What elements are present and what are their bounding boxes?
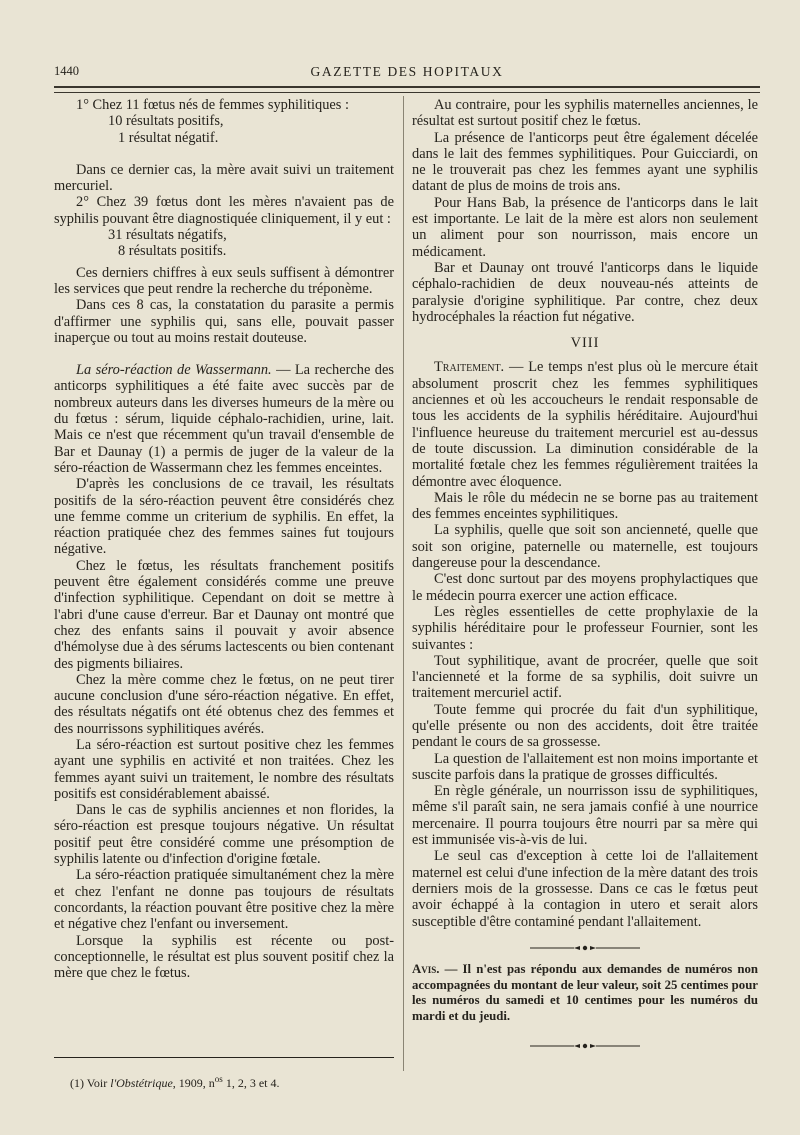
ornament-divider bbox=[412, 1038, 758, 1054]
right-column bbox=[412, 97, 758, 1060]
paragraph: La séro-réaction de Wassermann. — La recherche des anticorps syphilitiques a été faite avec succès par de nombreux auteurs dans les diverses humeurs de la mère ou du fœtus : sérum, liquide céphalo-rachidien, urine, lait. Mais ce n'est que récemment qu'un travail d'ensemble de Bar et Daunay (1) a permis de juger de la valeur de la séro-réaction de Wassermann chez les femmes enceintes. bbox=[54, 362, 394, 476]
paragraph: Le seul cas d'exception à cette loi de l'allaitement maternel est celui d'une infection de la mère datant des trois derniers mois de la grossesse. Dans ce cas le fœtus peut avoir échappé à la contagion in utero et serait alors susceptible d'être contaminé pendant l'allaitement. bbox=[412, 848, 758, 930]
paragraph: Chez la mère comme chez le fœtus, on ne peut tirer aucune conclusion d'une séro-réaction négative. En effet, des résultats négatifs ont été obtenus chez des femmes et des nourrissons syphilitiques avérés. bbox=[54, 671, 394, 737]
footnote: (1) Voir l'Obstétrique, 1909, $n^{os}$ 1, 2, 3 et 4. bbox=[70, 1074, 280, 1090]
page-header bbox=[54, 64, 760, 84]
paragraph: La syphilis, quelle que soit son ancienneté, quelle que soit son origine, paternelle ou maternelle, est toujours dangereuse pour la descendance. bbox=[412, 522, 758, 572]
ornament-icon bbox=[530, 944, 640, 952]
ornament-icon bbox=[530, 1042, 640, 1050]
list-item: 31 résultats négatifs, bbox=[108, 227, 227, 244]
paragraph: Les règles essentielles de cette prophylaxie de la syphilis héréditaire pour le professeur Fournier, sont les suivantes : bbox=[412, 603, 758, 653]
header-rule bbox=[54, 86, 760, 93]
paragraph: La séro-réaction pratiquée simultanément chez la mère et chez l'enfant ne donne pas toujours de résultats concordants, la réaction pouvant être positive chez la mère et négative chez l'enfant ou inversement. bbox=[54, 867, 394, 933]
paragraph: En règle générale, un nourrisson issu de syphilitiques, même s'il paraît sain, ne sera jamais confié à une nourrice mercenaire. Il pourra toujours être nourri par sa mère qui est immunisée vis-à-vis de lui. bbox=[412, 783, 758, 849]
paragraph: 1° Chez 11 fœtus nés de femmes syphilitiques : bbox=[76, 97, 350, 113]
paragraph: La séro-réaction est surtout positive chez les femmes ayant une syphilis en activité et non traitées. Chez les femmes ayant suivi un traitement, le nombre des résultats positifs est considérablement abaissé. bbox=[54, 736, 394, 802]
left-column bbox=[54, 97, 394, 981]
list-item: 1 résultat négatif. bbox=[118, 129, 219, 146]
paragraph: Dans ce dernier cas, la mère avait suivi un traitement mercuriel. bbox=[54, 161, 394, 195]
subsection-title: La séro-réaction de Wassermann. bbox=[76, 362, 272, 379]
journal-title: GAZETTE DES HOPITAUX bbox=[310, 64, 504, 79]
paragraph: Dans le cas de syphilis anciennes et non florides, la séro-réaction est presque toujours négative. Un résultat positif peut être considéré comme une présomption de syphilis latente ou d'infection d'origine fœtale. bbox=[54, 802, 394, 868]
list-item: 10 résultats positifs, bbox=[108, 113, 224, 130]
notice-label: Avis. bbox=[412, 962, 440, 977]
footnote-rule bbox=[54, 1057, 394, 1058]
list-item: 8 résultats positifs. bbox=[118, 243, 227, 260]
paragraph: 2° Chez 39 fœtus dont les mères n'avaient pas de syphilis pouvant être diagnostiquée cliniquement, il y eut : bbox=[54, 194, 394, 227]
paragraph: Pour Hans Bab, la présence de l'anticorps dans le lait est importante. Le lait de la mère est alors non seulement un aliment pour son nourrisson, mais encore un médicament. bbox=[412, 194, 758, 260]
paragraph: Au contraire, pour les syphilis maternelles anciennes, le résultat est surtout positif chez le fœtus. bbox=[412, 97, 758, 130]
page-number: 1440 bbox=[54, 64, 79, 78]
paragraph: Mais le rôle du médecin ne se borne pas au traitement des femmes enceintes syphilitiques. bbox=[412, 489, 758, 523]
paragraph: Traitement. — Le temps n'est plus où le mercure était absolument proscrit chez les femmes syphilitiques anciennes et où les accoucheurs le rendait responsable de tous les accidents de la syphilis héréditaire. Aujourd'hui l'influence heureuse du traitement mercuriel est au-dessus de toute discussion. La diminution considérable de la mortalité fœtale chez les femmes régulièrement traitées la démontre avec éloquence. bbox=[412, 359, 758, 490]
ornament-divider bbox=[412, 940, 758, 956]
column-divider bbox=[403, 96, 404, 1071]
paragraph: Chez le fœtus, les résultats franchement positifs peuvent être également considérés comme une preuve d'infection syphilitique. Cependant on doit se mettre à l'abri d'une cause d'erreur. Bar et Daunay ont montré que chez des enfants sains il pouvait y avoir absence d'hémolyse due à des sérums lactescents ou bien contenant des pigments biliaires. bbox=[54, 557, 394, 672]
paragraph: C'est donc surtout par des moyens prophylactiques que le médecin pourra exercer une action efficace. bbox=[412, 571, 758, 604]
paragraph: La présence de l'anticorps peut être également décelée dans le lait des femmes syphilitiques. Pour Guicciardi, on ne le trouverait pas chez les femmes ayant une syphilis datant de plus de moins de trois ans. bbox=[412, 129, 758, 195]
notice: Avis. — Il n'est pas répondu aux demandes de numéros non accompagnées du montant de leur valeur, soit 25 centimes pour les numéros du samedi et 10 centimes pour les numéros du mardi et du jeudi. bbox=[412, 962, 758, 1023]
subsection-title: Traitement. bbox=[434, 359, 505, 376]
section-heading: VIII bbox=[570, 335, 600, 352]
paragraph: Toute femme qui procrée du fait d'un syphilitique, qu'elle présente ou non des accidents, doit être traitée pendant le cours de sa grossesse. bbox=[412, 701, 758, 751]
paragraph: Lorsque la syphilis est récente ou post-conceptionnelle, le résultat est plus souvent positif chez la mère que chez le fœtus. bbox=[54, 932, 394, 982]
paragraph: D'après les conclusions de ce travail, les résultats positifs de la séro-réaction peuvent être considérés chez une femme comme un criterium de syphilis. En effet, la réaction pratiquée chez des femmes saines fut toujours négative. bbox=[54, 476, 394, 558]
paragraph: La question de l'allaitement est non moins importante et suscite parfois dans la pratique de grosses difficultés. bbox=[412, 750, 758, 783]
paragraph: Ces derniers chiffres à eux seuls suffisent à démontrer les services que peut rendre la recherche du tréponème. bbox=[54, 264, 394, 297]
paragraph: Bar et Daunay ont trouvé l'anticorps dans le liquide céphalo-rachidien de deux nouveau-nés atteints de paralysie d'origine syphilitique. Par contre, chez deux hydrocéphales la réaction fut négative. bbox=[412, 259, 758, 325]
paragraph: Tout syphilitique, avant de procréer, quelle que soit l'ancienneté et la forme de sa syphilis, doit suivre un traitement mercuriel actif. bbox=[412, 652, 758, 702]
paragraph: Dans ces 8 cas, la constatation du parasite a permis d'affirmer une syphilis qui, sans elle, pouvait passer inaperçue ou tout au moins restait douteuse. bbox=[54, 297, 394, 346]
